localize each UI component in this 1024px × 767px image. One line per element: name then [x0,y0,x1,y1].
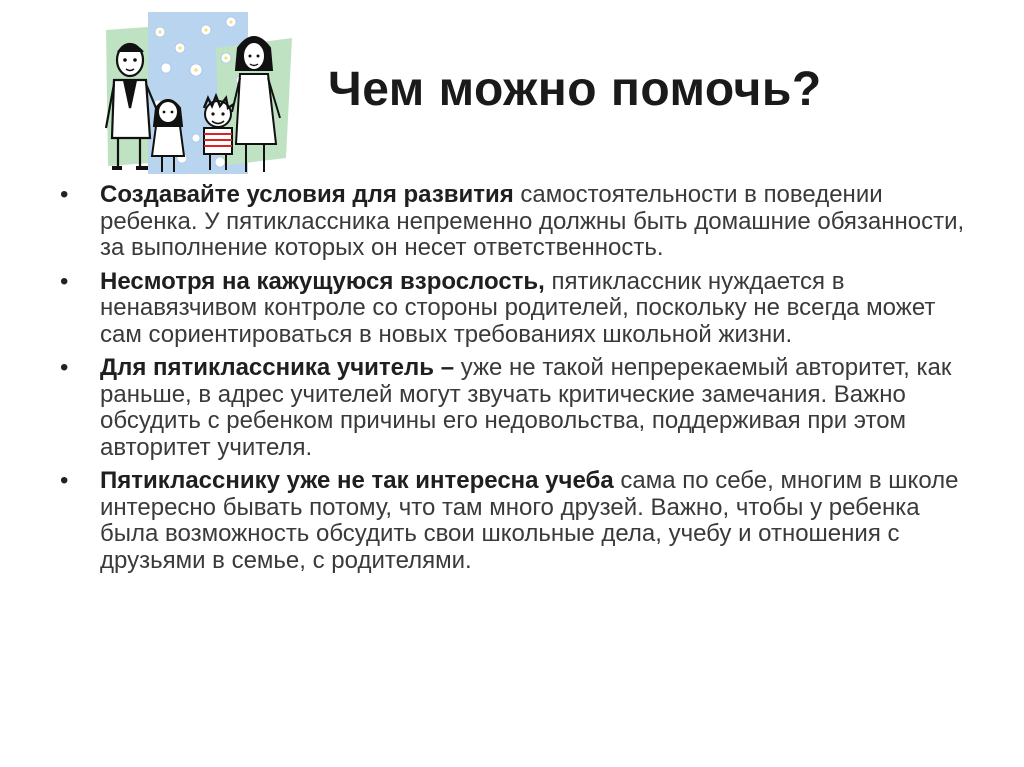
bullet-lead: Несмотря на кажущуюся взрослость, [100,267,545,295]
bullet-item [60,468,980,574]
bullet-item [60,182,980,262]
bullet-marker: • [60,267,69,295]
bullet-item [60,355,980,461]
bullet-lead: Для пятиклассника учитель – [100,354,455,381]
bullet-marker: • [60,181,69,208]
bullet-marker: • [60,354,69,381]
slide-title: Чем можно помочь? [328,63,822,116]
bullet-item [60,269,980,349]
bullet-text: уже не такой непререкаемый авторитет, как раньше, в адрес учителей могут звучать критические замечания. Важно обсудить с ребенком причины его недовольства, поддерживая при этом авторитет учителя. [100,354,952,461]
bullet-text: сама по себе, многим в школе интересно бывать потому, что там много друзей. Важно, чтобы у ребенка была возможность обсудить свои школьные дела, учебу и отношения с друзьями в семье, с родителями. [100,467,959,574]
bullet-text: пятиклассник нуждается в ненавязчивом контроле со стороны родителей, поскольку не всегда может сам сориентироваться в новых требованиях школьной жизни. [100,267,936,348]
bullet-lead: Создавайте условия для развития [100,181,514,208]
bullet-lead: Пятикласснику уже не так интересна учеба [100,467,614,494]
bullet-text: самостоятельности в поведении ребенка. У пятиклассника непременно должны быть домашние обязанности, за выполнение которых он несет ответственность. [100,181,965,261]
bullet-marker: • [60,467,69,494]
family-illustration [96,8,292,178]
bullet-list [60,182,980,581]
